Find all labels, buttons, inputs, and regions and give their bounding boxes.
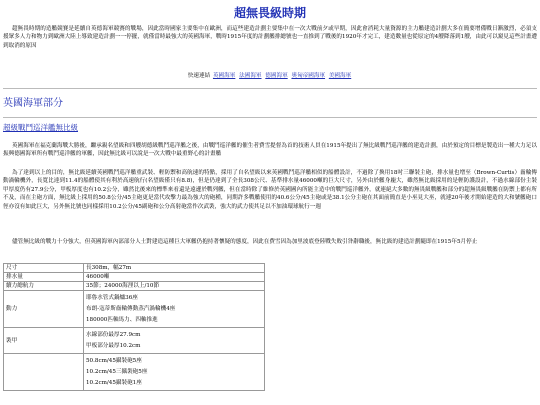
spec-key: 裝甲 (4, 328, 84, 354)
spec-value: 180000匹軸馬力、四軸推進 (86, 317, 158, 323)
spec-value: 50.8cm/45攝裝砲5座 (86, 358, 142, 364)
table-row (4, 354, 265, 391)
spec-value: 10.2cm/45三攝裝砲5座 (86, 369, 148, 375)
table-row (4, 328, 265, 354)
quick-link-uk[interactable]: 英國海軍 (212, 73, 236, 79)
quick-link-usa[interactable]: 美國海軍 (328, 73, 352, 79)
spec-value: 35節；24000海浬以上/10節 (84, 282, 265, 291)
spec-key (4, 354, 84, 391)
quick-link-germany[interactable]: 德國海軍 (265, 73, 288, 79)
spec-key: 動力 (4, 291, 84, 328)
section-heading: 英國海軍部分 (3, 98, 63, 109)
spec-key: 排水量 (4, 273, 84, 282)
intro-paragraph: 超無畏時期的造艦競賽是延續自英德海軍競賽的戰場，因此當時國家主要集中在歐洲，而這些建造計劃主要集中在一次大戰前夕或早期，因此會消耗大量資源的主力艦建造計劃大多在簡要增備戰日漸激烈，必須支援眾多人力和物力到歐洲大陸上導致建造計劃一一停擺，就僅當時最強大的英國海軍，戰時1915年度的計劃艦排總號也一直推到了戰後的1920年才完工，建造數量也從原定的4艘降落到1艘，由此可以窺見這些計畫遭到取消的原因 (3, 26, 537, 49)
spec-value-list (84, 354, 265, 391)
spec-table (3, 263, 265, 391)
table-row (4, 282, 265, 291)
quick-link-austria-hungary[interactable]: 奧匈帝國海軍 (291, 73, 326, 79)
subsection-heading: 超級戰鬥巡洋艦無比級 (3, 123, 78, 132)
spec-value: 10.2cm/45攝裝砲1座 (86, 380, 142, 386)
body-paragraph-3: 儘管無比級的戰力十分強大，但英國海軍內部部分人士對建造這種巨大軍艦仍抱持著懷疑的態度，因此在費雪因為加里波底登陸戰失敗引咎辭職後，無比級的建造計劃隨即在1915年5月停止 (12, 239, 478, 245)
spec-value: 耶魯水管式鍋爐36座 (86, 295, 138, 301)
divider (3, 88, 537, 89)
spec-key: 尺寸 (4, 264, 84, 273)
divider (3, 117, 537, 118)
spec-value: 甲板部分最厚10.2cm (86, 343, 141, 349)
spec-value: 長308m，幅27m (84, 264, 265, 273)
body-paragraph-1: 英國海軍在福克蘭海戰大勝後，繼承親名望級和四艘胡德級戰鬥巡洋艦之後，由戰鬥巡洋艦的催生者費雪提督為首的技術人員在1915年提出了無比級戰鬥巡洋艦的建造計劃，由於預定的目標是製造出一種大力足以振興德國海軍所有戰鬥巡洋艦的軍艦，因此無比級可以說是一次大戰中最重野心的計畫艦 (3, 143, 537, 158)
table-row (4, 273, 265, 282)
quick-links-label: 快速連結 (187, 73, 211, 79)
quick-link-france[interactable]: 法國海軍 (239, 73, 262, 79)
spec-value: 46000噸 (84, 273, 265, 282)
spec-value: 布朗-寇蒂斯齒輪傳動蒸汽渦輪機4座 (86, 306, 176, 312)
table-row (4, 264, 265, 273)
spec-value: 水線部份最厚27.9cm (86, 332, 141, 338)
spec-value-list (84, 328, 265, 354)
table-row (4, 291, 265, 328)
body-paragraph-2: 為了達到以上的目的，無比級延續英國戰鬥巡洋艦重武裝、輕防禦和高航速的特點，採用了自名望級以來英國戰鬥巡洋艦相似的船體設計，不過除了換用18吋三聯裝主砲，排水量也增至（Brown-Curtis）齒輪傳動渦輪機外，長寬比達到11.4的船體使其有利於高速航行(名望級僅只有8.8)，但是仍達到了全長308公尺、基準排水量46000噸的巨大尺寸，另外由於艦身龐大，雖然無比級採用的是輕防護設計，不過水線部份主裝甲厚度仍有27.9公分，甲板厚度也有10.2公分，雖然比後來的標準來看還是遠遜於戰列艦，但在當時除了維修於英國國內所能主造中的戰鬥巡洋艦外，就連絕大多數的無畏級戰艦和部分的超無畏級戰艦在防禦上都有所不及，而在主砲方面，無比級上採用的50.8公分/45主砲更是當代攻擊力最為強大的砲種，同期許多戰艦使用的40.6公分/45主砲或是38.1公分主砲在其面前簡直是小巫見大巫，就連20年後才開始建造的大和號艦砲口徑亦沒有如此巨大，另外無比號也同樣採用10.2公分/45副砲和公分高射砲當作次武裝，強大的武力使其足以不加油環球航行一週 (3, 170, 537, 210)
spec-value-list (84, 291, 265, 328)
spec-key: 續力總航力 (4, 282, 84, 291)
quick-links (0, 72, 540, 80)
page-title: 超無畏級時期 (233, 6, 306, 20)
